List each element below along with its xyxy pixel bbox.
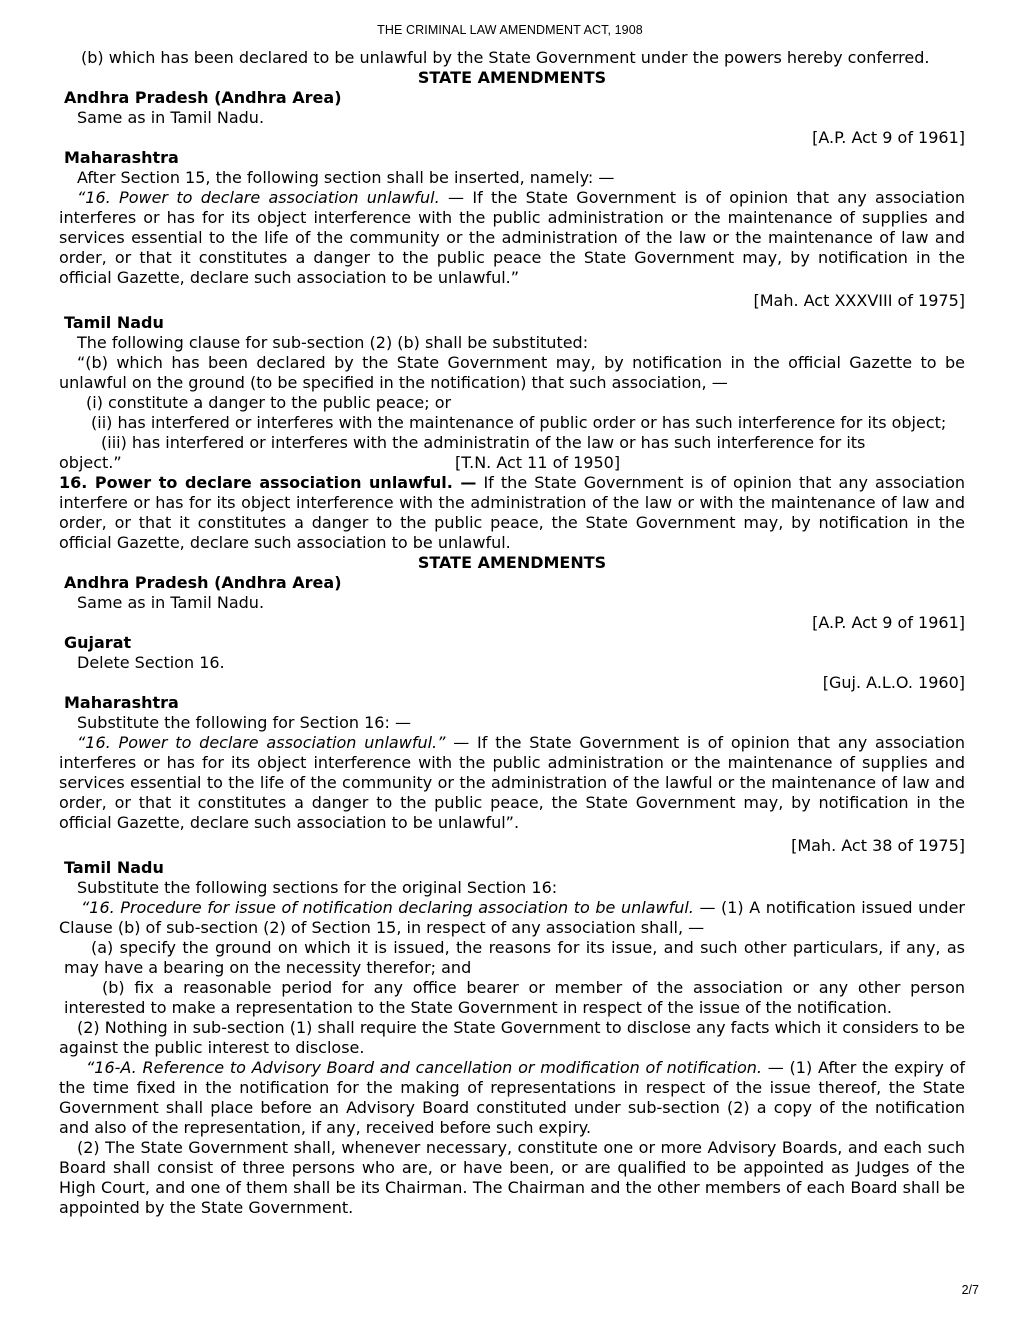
section-16a-text: — (1) After the expiry of the time fixed in the notification for the making of representations in respect of the issue thereof, the State Government shall place before an Advisory Board constituted under sub-section (2) a copy of the notification and also of the representation, if any, received before such expiry. [59, 1058, 965, 1137]
state-amendments-heading-2: STATE AMENDMENTS [417, 553, 607, 572]
andhra-pradesh-citation-2: [A.P. Act 9 of 1961] [812, 613, 965, 632]
page-header: THE CRIMINAL LAW AMENDMENT ACT, 1908 [377, 23, 643, 37]
tamil-nadu-item-b: (b) fix a reasonable period for any office bearer or member of the association or any other person interested to make a representation to the State Government in respect of the issue of the notification. [64, 978, 965, 1017]
maharashtra-inserted-section [59, 188, 965, 288]
section-text-2: — If the State Government is of opinion that any association interferes or has for its object interference with the public administration or the maintenance of supplies and services essential to the life of the community or the administration of the lawful or the maintenance of law and order, or that it constitutes a danger to the public peace, the State Government may, by notification in the official Gazette, declare such association to be unlawful”. [59, 733, 966, 832]
maharashtra-intro-2: Substitute the following for Section 16: — [77, 713, 411, 732]
state-heading-maharashtra-2: Maharashtra [64, 693, 179, 712]
tamil-nadu-item-i: (i) constitute a danger to the public peace; or [86, 393, 452, 412]
maharashtra-citation: [Mah. Act XXXVIII of 1975] [753, 291, 965, 310]
tamil-nadu-section-16a [59, 1058, 965, 1138]
tamil-nadu-item-a: (a) specify the ground on which it is issued, the reasons for its issue, and such other particulars, if any, as may have a bearing on the necessity therefor; and [64, 938, 965, 977]
state-heading-tamil-nadu-2: Tamil Nadu [64, 858, 164, 877]
tamil-nadu-citation: [T.N. Act 11 of 1950] [455, 453, 621, 472]
andhra-pradesh-citation: [A.P. Act 9 of 1961] [812, 128, 965, 147]
maharashtra-intro: After Section 15, the following section shall be inserted, namely: — [77, 168, 615, 187]
state-heading-andhra-pradesh: Andhra Pradesh (Andhra Area) [64, 88, 342, 107]
state-heading-maharashtra: Maharashtra [64, 148, 179, 167]
gujarat-citation: [Guj. A.L.O. 1960] [822, 673, 965, 692]
item-iii-end-text: object.” [59, 453, 122, 472]
section-text: — If the State Government is of opinion that any association interferes or has for its object interference with the public administration or the maintenance of supplies and services essential to the life of the community or the administration of the law or the maintenance of law and order, or that it constitutes a danger to the public peace the State Government may, by notification in the official Gazette, declare such association to be unlawful.” [59, 188, 965, 287]
section-16 [59, 473, 965, 553]
andhra-pradesh-text: Same as in Tamil Nadu. [77, 108, 265, 127]
document-body [59, 48, 965, 1218]
page-number: 2/7 [961, 1283, 979, 1297]
tamil-nadu-intro-2: Substitute the following sections for the original Section 16: [77, 878, 558, 897]
tamil-nadu-item-ii: (ii) has interfered or interferes with the maintenance of public order or has such interference for its object; [91, 413, 947, 432]
state-heading-gujarat: Gujarat [64, 633, 132, 652]
state-amendments-heading: STATE AMENDMENTS [417, 68, 607, 87]
section-16-procedure-title: “16. Procedure for issue of notification declaring association to be unlawful. [81, 898, 694, 917]
tamil-nadu-clause-b: “(b) which has been declared by the State Government may, by notification in the official Gazette to be unlawful on the ground (to be specified in the notification) that such association, — [59, 353, 965, 392]
tamil-nadu-item-iii-end [59, 453, 965, 473]
section-title-2: “16. Power to declare association unlawful.” [77, 733, 446, 752]
tamil-nadu-sub-section-2: (2) Nothing in sub-section (1) shall require the State Government to disclose any facts which it considers to be against the public interest to disclose. [59, 1018, 965, 1057]
clause-b-continuation: (b) which has been declared to be unlawful by the State Government under the powers hereby conferred. [81, 48, 930, 67]
maharashtra-substituted-section [59, 733, 965, 833]
tamil-nadu-section-16 [59, 898, 965, 938]
maharashtra-citation-2: [Mah. Act 38 of 1975] [791, 836, 965, 855]
section-16a-title: “16-A. Reference to Advisory Board and cancellation or modification of notification. [86, 1058, 763, 1077]
section-16-text: If the State Government is of opinion that any association interfere or has for its object interference with the administration of the law or with the maintenance of law and order, or that it constitutes a danger to the public peace, the State Government may, by notification in the official Gazette, declare such association to be unlawful. [59, 473, 966, 552]
andhra-pradesh-text-2: Same as in Tamil Nadu. [77, 593, 265, 612]
section-title: “16. Power to declare association unlawful. [77, 188, 440, 207]
tamil-nadu-intro: The following clause for sub-section (2) (b) shall be substituted: [77, 333, 589, 352]
tamil-nadu-16a-sub-section-2: (2) The State Government shall, whenever necessary, constitute one or more Advisory Boards, and each such Board shall consist of three persons who are, or have been, or are qualified to be appointed as Judges of the High Court, and one of them shall be its Chairman. The Chairman and the other members of each Board shall be appointed by the State Government. [59, 1138, 965, 1217]
section-16-title: 16. Power to declare association unlawful. — [59, 473, 477, 492]
state-heading-andhra-pradesh-2: Andhra Pradesh (Andhra Area) [64, 573, 342, 592]
gujarat-text: Delete Section 16. [77, 653, 225, 672]
tamil-nadu-item-iii: (iii) has interfered or interferes with the administratin of the law or has such interference for its [101, 433, 866, 452]
state-heading-tamil-nadu: Tamil Nadu [64, 313, 164, 332]
section-16-procedure-text: — (1) A notification issued under Clause (b) of sub-section (2) of Section 15, in respect of any association shall, — [59, 898, 965, 937]
